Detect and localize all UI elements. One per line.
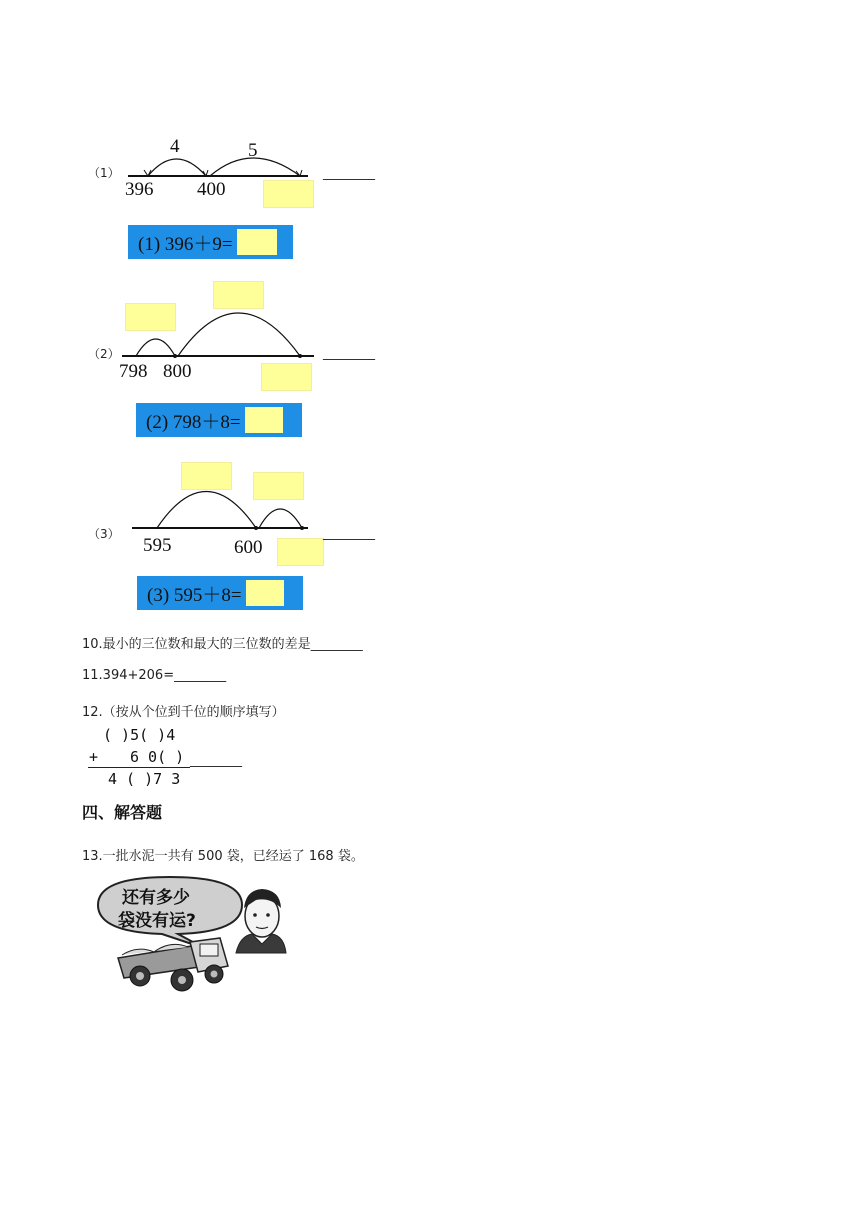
problem-3-label: （3） [88, 527, 120, 541]
question-11-blank[interactable]: ________ [174, 668, 227, 683]
question-10-text: 10.最小的三位数和最大的三位数的差是 [82, 637, 311, 652]
question-12-blank[interactable]: ________ [190, 753, 242, 768]
tick-label-400: 400 [197, 179, 226, 200]
problem-1-label: （1） [88, 166, 120, 180]
calc-row-1: ( )5( )4 [103, 726, 176, 744]
equation-3: (3) 595＋8= [147, 584, 242, 606]
question-10-blank[interactable]: ________ [310, 637, 363, 652]
section-heading: 四、解答题 [82, 803, 163, 822]
question-12-text: 12.（按从个位到千位的顺序填写） [82, 705, 285, 720]
bubble-line-2: 袋没有运? [118, 911, 196, 931]
tick-label-595: 595 [143, 535, 172, 556]
answer-blank-2[interactable]: ________ [323, 346, 375, 361]
answer-blank-1[interactable]: ________ [323, 166, 375, 181]
arc-label-1b: 5 [248, 140, 258, 161]
equation-1: (1) 396＋9= [138, 233, 233, 255]
question-11-text: 11.394+206= [82, 668, 175, 683]
equation-2: (2) 798＋8= [146, 411, 241, 433]
calc-row-3: 4 ( )7 3 [108, 770, 181, 788]
tick-label-798: 798 [119, 361, 148, 382]
bubble-line-1: 还有多少 [122, 888, 190, 908]
calc-row-2: 6 0( ) [130, 748, 185, 766]
tick-label-800: 800 [163, 361, 192, 382]
question-13-text: 13.一批水泥一共有 500 袋，已经运了 168 袋。 [82, 849, 364, 864]
tick-label-396: 396 [125, 179, 154, 200]
answer-blank-3[interactable]: ________ [323, 526, 375, 541]
problem-2-label: （2） [88, 347, 120, 361]
calc-plus-sign: + [89, 748, 99, 766]
arc-label-1a: 4 [170, 136, 180, 157]
tick-label-600: 600 [234, 537, 263, 558]
